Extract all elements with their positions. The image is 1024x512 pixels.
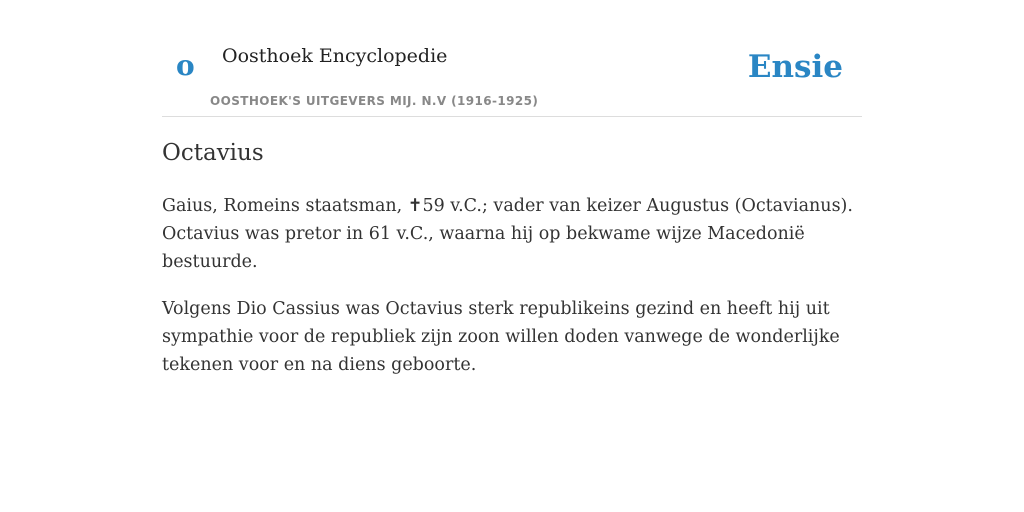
- article-paragraph: Volgens Dio Cassius was Octavius sterk republikeins gezind en heeft hij uit sympathie voor de republiek zijn zoon willen doden vanwege de wonderlijke tekenen voor en na diens geboorte.: [162, 299, 840, 375]
- article-title: Octavius: [162, 140, 264, 166]
- site-logo-icon[interactable]: o: [176, 49, 195, 82]
- site-header: [162, 0, 862, 117]
- article-paragraph: Gaius, Romeins staatsman, ✝59 v.C.; vader van keizer Augustus (Octavianus). Octavius was pretor in 61 v.C., waarna hij op bekwame wijze Macedonië bestuurde.: [162, 196, 853, 272]
- site-title: Oosthoek Encyclopedie: [222, 45, 448, 67]
- page-container: [162, 0, 862, 375]
- publisher-label: OOSTHOEK'S UITGEVERS MIJ. N.V (1916-1925): [210, 94, 539, 108]
- article-body: [162, 192, 867, 398]
- brand-logo-link[interactable]: Ensie: [747, 49, 843, 85]
